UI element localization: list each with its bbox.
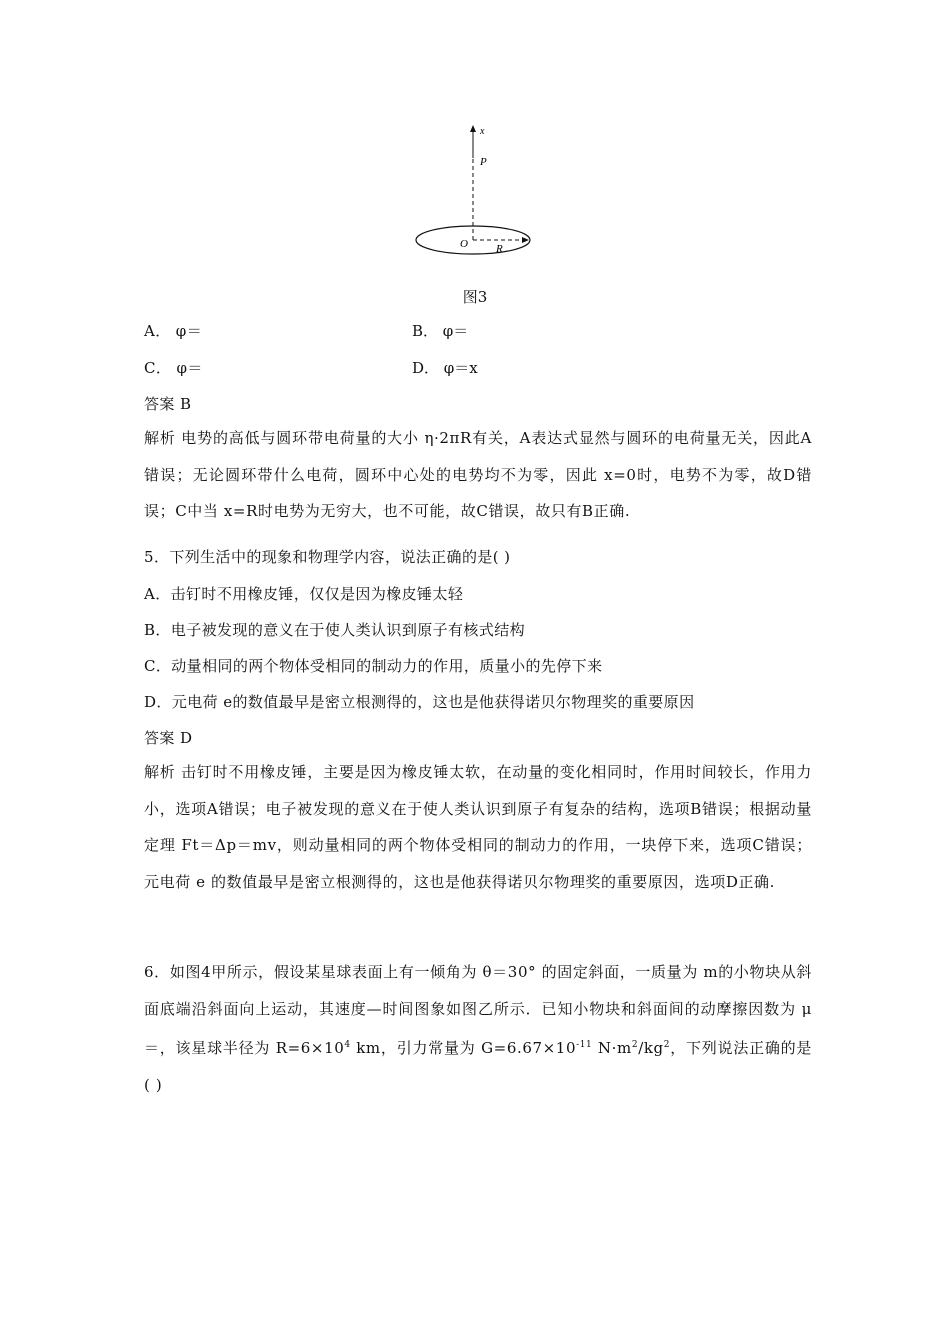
- q4-analysis: 解析 电势的高低与圆环带电荷量的大小 η·2πR有关，A表达式显然与圆环的电荷量无关，因此A错误；无论圆环带什么电荷，圆环中心处的电势均不为零，因此 x=0时，电势不为零，故D错误；C中当 x=R时电势为无穷大，也不可能，故C错误，故只有B正确.: [144, 429, 812, 520]
- q5-analysis: 解析 击钉时不用橡皮锤，主要是因为橡皮锤太软，在动量的变化相同时，作用时间较长，作用力小，选项A错误；电子被发现的意义在于使人类认识到原子有复杂的结构，选项B错误；根据动量定理 Ft＝Δp＝mv，则动量相同的两个物体受相同的制动力的作用，一块停下来，选项C错误；元电荷 e 的数值最早是密立根测得的，这也是他获得诺贝尔物理奖的重要原因，选项D正确.: [144, 763, 812, 891]
- q4-option-b: B． φ＝: [412, 322, 469, 340]
- q5-stem: 5．下列生活中的现象和物理学内容，说法正确的是( ): [144, 548, 511, 566]
- q4-answer: 答案 B: [144, 395, 192, 413]
- q4-option-c: C． φ＝: [144, 359, 203, 377]
- q5-option-b: B．电子被发现的意义在于使人类认识到原子有核式结构: [144, 621, 526, 639]
- figure-caption: 图3: [462, 288, 488, 306]
- q4-option-a: A． φ＝: [144, 322, 203, 340]
- q6-exp4: 2: [663, 1040, 671, 1050]
- q6-stem-part5: ，下列说法正确的是( ): [144, 1039, 812, 1094]
- q4-option-d: D． φ＝x: [412, 359, 478, 377]
- q6-stem-part2: km，引力常量为 G=6.67×10: [350, 1039, 577, 1057]
- q5-option-d: D．元电荷 e的数值最早是密立根测得的，这也是他获得诺贝尔物理奖的重要原因: [144, 693, 695, 711]
- radius-label: R: [496, 243, 503, 255]
- q5-option-c: C．动量相同的两个物体受相同的制动力的作用，质量小的先停下来: [144, 657, 603, 675]
- origin-label: O: [460, 238, 468, 250]
- q5-option-a: A．击钉时不用橡皮锤，仅仅是因为橡皮锤太轻: [144, 585, 464, 603]
- figure-3: [400, 118, 550, 278]
- q6-stem-part4: /kg: [638, 1039, 664, 1057]
- q6-exp1: 4: [344, 1040, 351, 1050]
- q6-stem-part3: N·m: [592, 1039, 632, 1057]
- q6-stem: [144, 954, 812, 1103]
- q6-stem-part1: 6．如图4甲所示，假设某星球表面上有一倾角为 θ＝30° 的固定斜面，一质量为 m的小物块从斜面底端沿斜面向上运动，其速度—时间图象如图乙所示．已知小物块和斜面间的动摩擦因数为 μ＝，该星球半径为 R=6×10: [144, 963, 812, 1057]
- ring-diagram: [400, 118, 550, 278]
- q6-exp2: -11: [576, 1040, 593, 1050]
- q6-exp3: 2: [631, 1040, 639, 1050]
- axis-label: x: [480, 126, 485, 137]
- q5-answer: 答案 D: [144, 729, 193, 747]
- point-label: P: [480, 156, 487, 168]
